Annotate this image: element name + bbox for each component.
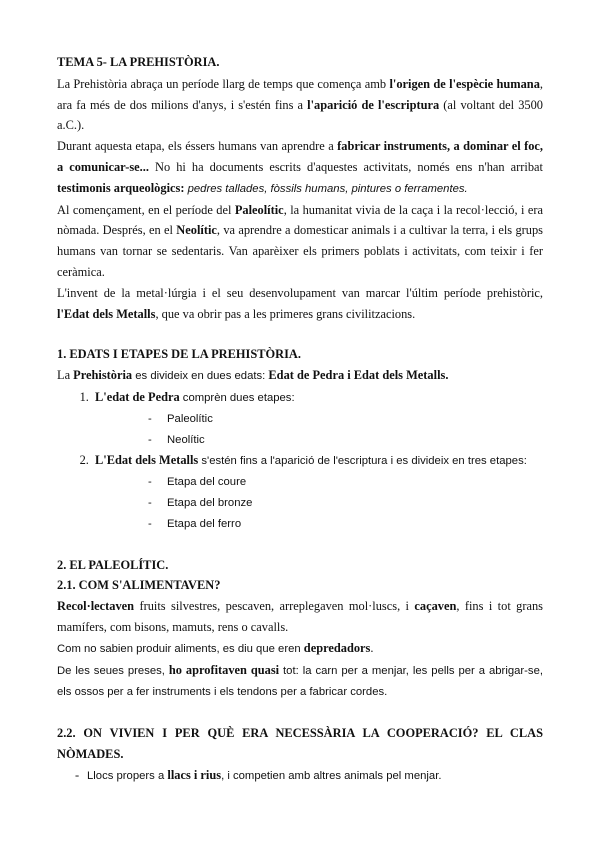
- intro-paragraph-1: [57, 74, 543, 136]
- sub-list-item: - Etapa del coure: [95, 472, 543, 493]
- sub-list-item: - Paleolític: [95, 409, 543, 430]
- text-run: L'invent de la metal·lúrgia i el seu desenvolupament van marcar l'últim període prehistòric,: [57, 285, 543, 300]
- bold-run: Paleolític: [234, 202, 284, 217]
- spacer: [57, 703, 543, 723]
- section-2-1-heading: 2.1. COM S'ALIMENTAVEN?: [57, 578, 221, 593]
- bold-run: l'origen de l'espècie humana: [389, 76, 540, 91]
- bold-run: Neolític: [176, 223, 217, 238]
- text-run: , fins i tot grans mamífers, com bisons, mamuts, rens o cavalls.: [57, 599, 543, 634]
- italic-run: pedres tallades, fòssils humans, pintures o ferramentes.: [184, 182, 468, 195]
- sub-list-item: - Etapa del ferro: [95, 514, 543, 535]
- text-run: De les seues preses,: [57, 664, 169, 677]
- intro-paragraph-4: [57, 283, 543, 325]
- bold-run: testimonis arqueològics:: [57, 180, 185, 195]
- bold-run: caçaven: [414, 599, 457, 614]
- bold-run: Edat de Pedra i Edat dels Metalls.: [268, 368, 449, 383]
- text-run: s'estén fins a l'aparició de l'escriptura i es divideix en tres etapes:: [198, 455, 527, 468]
- bold-run: llacs i rius: [167, 767, 222, 782]
- text-run: Llocs propers a: [87, 769, 168, 782]
- bold-run: Recol·lectaven: [57, 599, 135, 614]
- bold-run: l'aparició de l'escriptura: [307, 97, 440, 112]
- bold-run: ho aprofitaven quasi: [168, 662, 280, 677]
- text-run: No hi ha documents escrits d'aquestes activitats, només ens n'han arribat: [148, 159, 544, 174]
- bold-run: fabricar instruments, a dominar el foc, a comunicar-se...: [57, 139, 543, 174]
- list-item-stone-age: [92, 387, 543, 450]
- text-run: La Prehistòria abraça un període llarg de temps que comença amb: [57, 76, 390, 91]
- text-run: , i competien amb altres animals pel menjar.: [221, 769, 442, 782]
- spacer: [57, 324, 543, 344]
- text-run: , va aprendre a domesticar animals i a cultivar la terra, i els grups humans van tornar se sedentaris. Van aparèixer els primers poblats i activitats, com teixir i fer ceràmica.: [57, 223, 543, 279]
- bold-run: L'edat de Pedra: [95, 389, 180, 404]
- text-run: Com no sabien produir aliments, es diu que eren: [57, 642, 304, 655]
- text-run: La: [57, 368, 74, 383]
- text-run: tot: la carn per a menjar, les pells per a abrigar-se, els ossos per a fer instruments i els tendons per a fabricar cordes.: [57, 664, 543, 699]
- text-run: .: [370, 640, 374, 655]
- section-2-1-paragraph-3: [57, 660, 543, 704]
- spacer: [57, 535, 543, 555]
- sub-list: [95, 409, 543, 451]
- text-run: Al començament, en el període del: [57, 202, 235, 217]
- section-2-1-paragraph-2: [57, 638, 543, 660]
- bold-run: Prehistòria: [73, 368, 133, 383]
- section-2-2-list: [57, 765, 543, 787]
- text-run: , la humanitat vivia de la caça i la recol·lecció, i era nòmada. Després, en el: [57, 202, 543, 238]
- section-1-heading: 1. EDATS I ETAPES DE LA PREHISTÒRIA.: [57, 347, 301, 362]
- sub-list: [95, 472, 543, 534]
- section-2-1-paragraph-1: [57, 596, 543, 638]
- bold-run: l'Edat dels Metalls: [57, 306, 156, 321]
- document-title: TEMA 5- LA PREHISTÒRIA.: [57, 55, 220, 69]
- text-run: comprèn dues etapes:: [179, 391, 295, 404]
- intro-paragraph-2: [57, 136, 543, 199]
- sub-list-item: - Neolític: [95, 430, 543, 451]
- intro-paragraph-3: [57, 200, 543, 283]
- section-2-heading: 2. EL PALEOLÍTIC.: [57, 557, 169, 572]
- section-2-2-heading: 2.2. ON VIVIEN I PER QUÈ ERA NECESSÀRIA LA COOPERACIÓ? EL CLAS NÒMADES.: [57, 726, 543, 761]
- text-run: (al voltant del 3500 a.C.).: [57, 97, 543, 133]
- text-run: , que va obrir pas a les primeres grans civilitzacions.: [155, 306, 416, 321]
- ages-list: [57, 387, 543, 535]
- list-item: [57, 765, 543, 787]
- text-run: Durant aquesta etapa, els éssers humans van aprendre a: [57, 139, 338, 154]
- bold-run: L'Edat dels Metalls: [95, 453, 199, 468]
- section-1-intro: [57, 365, 543, 387]
- sub-list-item: - Etapa del bronze: [95, 493, 543, 514]
- text-run: fruits silvestres, pescaven, arreplegaven mol·luscs, i: [134, 599, 415, 614]
- text-run: es divideix en dues edats:: [132, 370, 269, 383]
- list-item-metal-age: [92, 450, 543, 534]
- bold-run: depredadors: [303, 640, 371, 655]
- text-run: , ara fa més de dos milions d'anys, i s'estén fins a: [57, 76, 544, 112]
